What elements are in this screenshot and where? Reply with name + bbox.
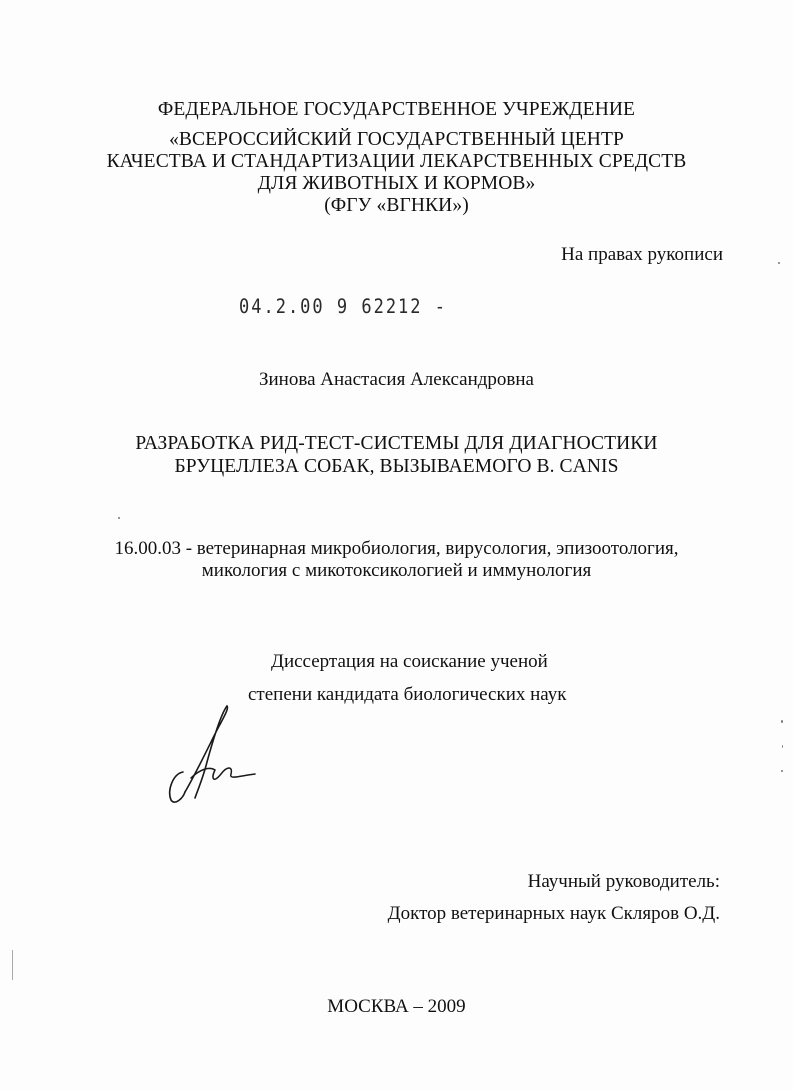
scan-edge-mark [12, 950, 13, 980]
scan-speck [782, 745, 783, 748]
scan-speck [781, 720, 783, 723]
dissertation-title-line-2: БРУЦЕЛЛЕЗА СОБАК, ВЫЗЫВАЕМОГО B. CANIS [174, 456, 619, 477]
scan-speck [778, 262, 780, 264]
institution-abbreviation: (ФГУ «ВГНКИ») [324, 195, 469, 216]
dissertation-title-line-1: РАЗРАБОТКА РИД-ТЕСТ-СИСТЕМЫ ДЛЯ ДИАГНОСТИКИ [135, 433, 658, 454]
manuscript-note: На правах рукописи [561, 244, 723, 265]
supervisor-label: Научный руководитель: [527, 871, 720, 892]
specialty-line-1: 16.00.03 - ветеринарная микробиология, вирусология, эпизоотология, [114, 538, 679, 559]
scan-speck [118, 517, 120, 519]
degree-line-2: степени кандидата биологических наук [248, 684, 567, 705]
institution-line-2: «ВСЕРОССИЙСКИЙ ГОСУДАРСТВЕННЫЙ ЦЕНТР [169, 129, 624, 150]
author-name: Зинова Анастасия Александровна [259, 369, 534, 390]
degree-line-1: Диссертация на соискание ученой [271, 651, 548, 672]
supervisor-name: Доктор ветеринарных наук Скляров О.Д. [387, 903, 720, 924]
scan-speck [781, 770, 783, 772]
institution-line-1: ФЕДЕРАЛЬНОЕ ГОСУДАРСТВЕННОЕ УЧРЕЖДЕНИЕ [157, 99, 636, 120]
institution-line-4: ДЛЯ ЖИВОТНЫХ И КОРМОВ» [257, 173, 536, 194]
handwritten-signature [155, 700, 275, 820]
specialty-line-2: микология с микотоксикологией и иммунология [201, 560, 592, 581]
city-and-year: МОСКВА – 2009 [327, 996, 466, 1017]
registration-number-stamp: 04.2.00 9 62212 - [239, 295, 447, 319]
institution-line-3: КАЧЕСТВА И СТАНДАРТИЗАЦИИ ЛЕКАРСТВЕННЫХ СРЕДСТВ [106, 151, 687, 172]
